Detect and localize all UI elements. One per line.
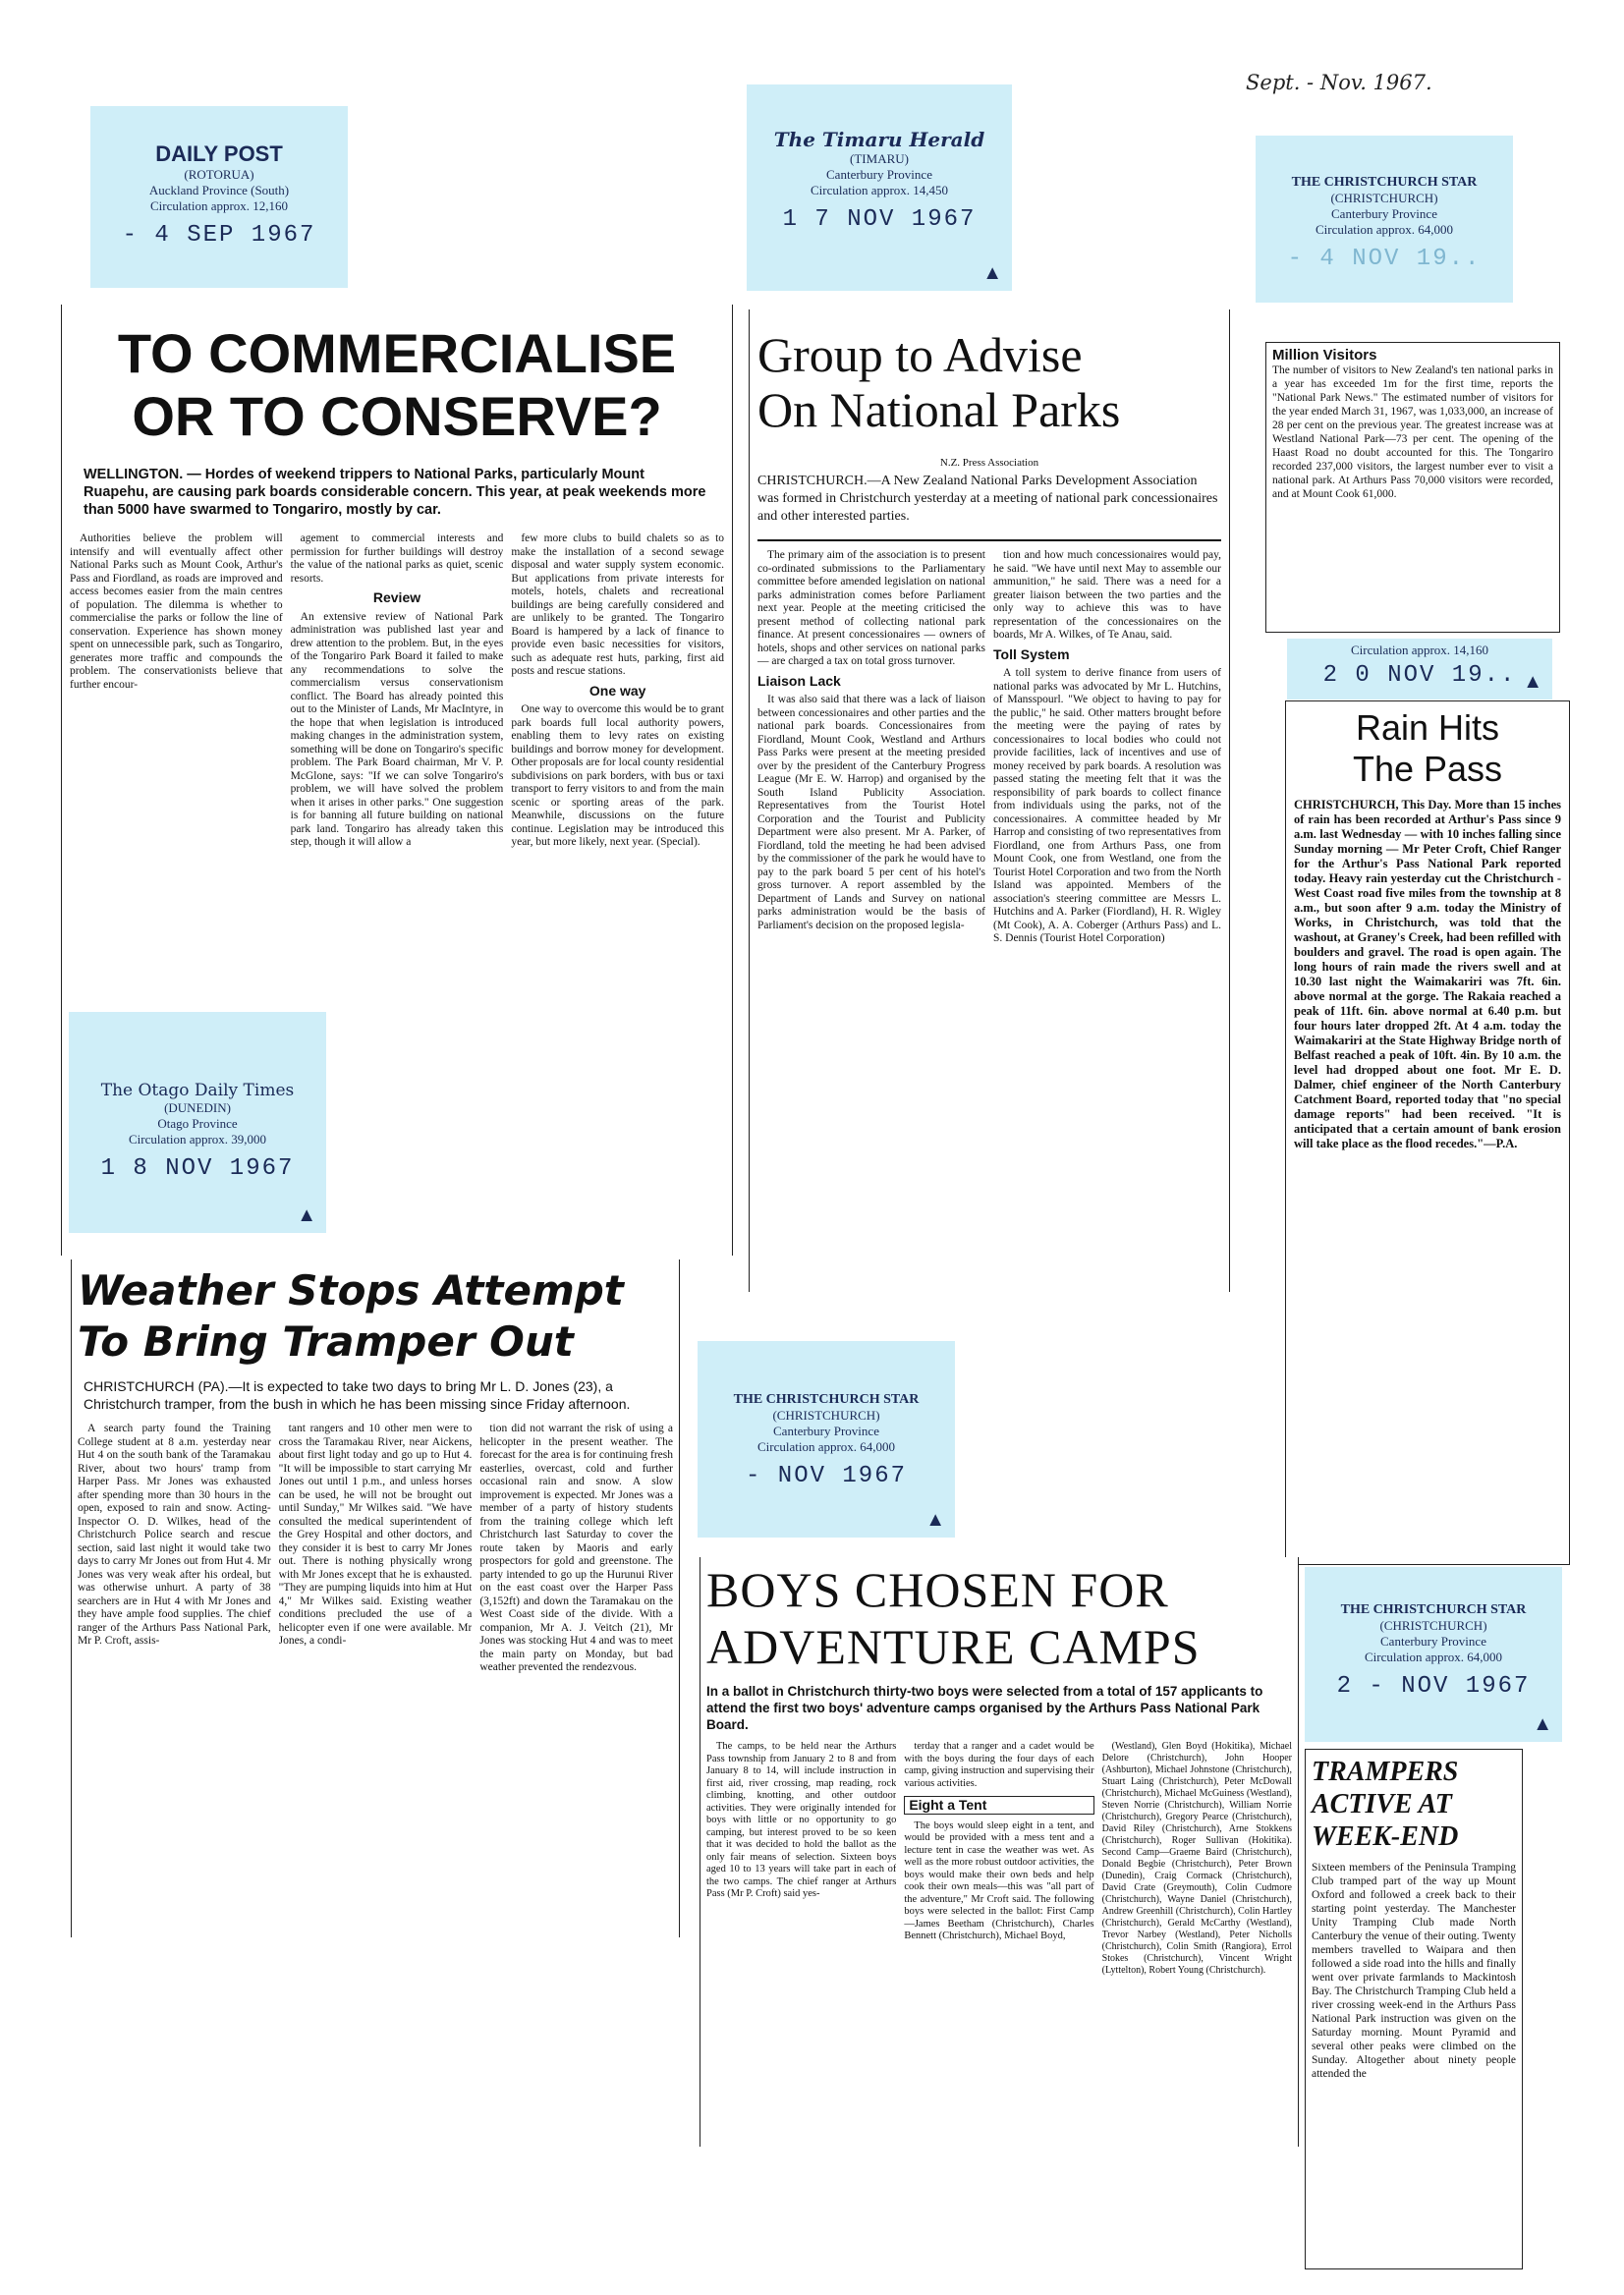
circulation-stamp	[1287, 639, 1552, 700]
column-text: One way to overcome this would be to grant park boards full local authority powers, enabling them to levy rates on existing buildings and borrow money for development. Other proposals are for local county residential subdivisions on park borders, with bus or taxi transport to ferry visitors to and from the main scenic or sporting areas of the park. Meanwhile, discussions on the future continue. Legislation may be introduced this year, but more likely, next year. (Special).	[511, 703, 725, 848]
headline-line-2: On National Parks	[757, 382, 1121, 437]
headline-line-2: ACTIVE AT	[1312, 1789, 1452, 1819]
christchurch-star-stamp-2	[698, 1341, 955, 1538]
article-column-2	[904, 1741, 1093, 2144]
stamp-mark-icon: ▲	[925, 1509, 945, 1531]
article-column-3	[511, 532, 724, 1220]
article-lead: In a ballot in Christchurch thirty-two boys were selected from a total of 157 applicants to attend the first two boys' adventure camps organised by the Arthurs Pass National Park Board.	[706, 1684, 1263, 1732]
article-column-3	[479, 1423, 673, 1884]
newspaper-circulation: Circulation approx. 14,450	[810, 183, 949, 197]
column-text: The boys would sleep eight in a tent, and would be provided with a mess tent and a lecture tent in case the weather was wet. As well as the more robust outdoor activities, the boys would make their own beds and help cook their own meals—this was "all part of the adventure," Mr Croft said. The following boys were selected in the ballot: First Camp—James Beetham (Christchurch), Charles Bennett (Christchurch), Michael Boyd,	[904, 1819, 1094, 1941]
newspaper-circulation: Circulation approx. 64,000	[1315, 222, 1454, 237]
headline-line-1: TRAMPERS	[1312, 1757, 1459, 1787]
stamp-mark-icon: ▲	[1523, 671, 1542, 693]
article-body: The number of visitors to New Zealand's ten national parks in a year has exceeded 1m for the first time, reports the "National Park News." The estimated number of visitors for the year ended March 31, 1967, was 1,033,000, an increase of 28 per cent on the previous year. The greatest increase was at Westland National Park—73 per cent. The opening of the Haast Road no doubt accounted for this. The Tongariro recorded 237,000 visitors, the largest number ever to visit a national park. At Arthurs Pass 70,000 visitors were recorded, and at Mount Cook 61,000.	[1272, 364, 1553, 500]
article-column-1	[78, 1423, 271, 1884]
column-text: A search party found the Training College student at 8 a.m. yesterday near Hut 4 on the south bank of the Taramakau River, about two hours' tramp from Harper Pass. Mr Jones was exhausted after spending more than 30 hours in the open, exposed to rain and snow. Acting-Inspector O. D. Wilkes, head of the Christchurch Police search and rescue section, said last night it would take two days to carry Mr Jones out from Hut 4. Mr Jones was very weak after his ordeal, but was otherwise unhurt. A party of 38 searchers are in Hut 4 with Mr Jones and they have ample food supplies. The chief ranger of the Arthurs Pass National Park, Mr P. Croft, assis-	[78, 1423, 271, 1647]
subheading: Liaison Lack	[757, 672, 841, 689]
newspaper-province: Canterbury Province	[1331, 206, 1437, 221]
article-lead: CHRISTCHURCH.—A New Zealand National Parks Development Association was formed in Christchurch yesterday at a meeting of national park concessionaires and other interested parties.	[757, 474, 1218, 524]
article-rain-hits	[1285, 700, 1570, 1565]
article-adventure-camps	[700, 1557, 1299, 2147]
stamp-date: 1 7 NOV 1967	[782, 206, 977, 233]
newspaper-province: Canterbury Province	[826, 167, 932, 182]
newspaper-circulation: Circulation approx. 64,000	[756, 1439, 896, 1454]
article-weather-stops	[71, 1259, 680, 1937]
newspaper-province: Canterbury Province	[773, 1424, 879, 1438]
stamp-date: - 4 NOV 19..	[1287, 246, 1482, 272]
column-text: It was also said that there was a lack of liaison between concessionaires and other parties and the national park boards. Concessionaires from Fiordland, Mount Cook, Westland and Arthurs Pass Parks were present at the meeting presided over by the president of the Canterbury Progress League (Mr E. W. Harrop) and organised by the South Island Publicity Association. Representatives from the Tourist Hotel Corporation and the Tourist and Publicity Department were also present. Mr A. Parker, of Fiordland, told the meeting he had been advised by the commissioner of the park he would have to pay to the park board 5 per cent of his hotel's gross turnover. A report assembled by the Department of Lands and Survey on national parks administration would be the basis of Parliament's decision on the proposed legisla-	[757, 694, 985, 931]
newspaper-circulation: Circulation approx. 39,000	[128, 1132, 267, 1147]
newspaper-circulation: Circulation approx. 12,160	[149, 198, 289, 213]
newspaper-place: (CHRISTCHURCH)	[1330, 191, 1438, 205]
stamp-mark-icon: ▲	[982, 262, 1002, 284]
column-text: few more clubs to build chalets so as to make the installation of a second sewage disposal and water supply system economic. But applications from private interests for motels, hotels, chalets and recreational buildings are being carefully considered and are unlikely to be granted. The Tongariro Board is hampered by a lack of finance to provide even basic necessities for visitors, such as adequate rest huts, parking, first aid posts and rescue stations.	[511, 532, 725, 677]
article-column-2	[993, 549, 1221, 1257]
subheading: Eight a Tent	[904, 1796, 1093, 1815]
newspaper-name: THE CHRISTCHURCH STAR	[1340, 1602, 1527, 1617]
headline-line-2: The Pass	[1352, 749, 1503, 789]
timaru-herald-stamp	[747, 84, 1012, 291]
column-text: terday that a ranger and a cadet would be with the boys during the four days of each camp, giving instruction and supervising their various activities.	[904, 1741, 1094, 1789]
newspaper-circulation: Circulation approx. 14,160	[1350, 643, 1489, 657]
headline-line-1: Weather Stops Attempt	[78, 1266, 624, 1315]
stamp-date: 1 8 NOV 1967	[100, 1155, 295, 1182]
newspaper-place: (TIMARU)	[850, 151, 909, 166]
newspaper-circulation: Circulation approx. 64,000	[1364, 1650, 1503, 1664]
article-column-3	[1102, 1741, 1292, 2144]
headline-line-1: Group to Advise	[757, 327, 1083, 382]
subheading: Review	[372, 589, 421, 605]
christchurch-star-stamp	[1256, 136, 1513, 303]
stamp-date: 2 0 NOV 19..	[1322, 662, 1517, 689]
otago-daily-times-stamp	[69, 1012, 326, 1233]
column-text: agement to commercial interests and permission for further buildings will destroy the value of the national parks as quiet, scenic resorts.	[290, 532, 504, 585]
stamp-mark-icon: ▲	[1533, 1713, 1552, 1735]
headline-line-3: WEEK-END	[1312, 1821, 1459, 1852]
subheading: One way	[588, 682, 646, 699]
newspaper-name: THE CHRISTCHURCH STAR	[733, 1392, 920, 1407]
article-column-1	[706, 1741, 896, 2144]
stamp-date: - NOV 1967	[745, 1463, 908, 1489]
column-text: tion did not warrant the risk of using a helicopter in the present weather. The forecast for the area is for continuing fresh easterlies, overcast, cold and further occasional rain and snow. A slow improvement is expected. Mr Jones was a member of a party of history students from the training college which left Christchurch last Saturday to cover the route taken by Maoris and early prospectors for gold and greenstone. The party intended to go up the Hurunui River on the east coast over the Harper Pass (3,152ft) and down the Taramakau on the West Coast side of the divide. With a companion, Mr A. J. Veitch (21), Mr Jones was stocking Hut 4 and was to meet the main party on Monday, but bad weather prevented the rendezvous.	[479, 1423, 674, 1673]
newspaper-place: (DUNEDIN)	[164, 1100, 231, 1115]
column-text: A toll system to derive finance from users of national parks was advocated by Mr L. Hutchins, of Mansspourl. "We object to having to pay for the public," he said. Other matters brought before the meeting were the paying of rates by concessionaires to local bodies who could not provide facilities, lack of incentives and use of money received by park boards. A resolution was passed stating the meeting felt that it was the responsibility of park boards to collect finance from individuals using the parks, not of the concessionaires. A committee headed by Mr Harrop and consisting of two representatives from Fiordland, one from Arthurs Pass, one from Mount Cook, one from Westland, one from the Tourist Hotel Corporation and two from the North Island was appointed. Members of the association's steering committee are Messrs L. Hutchins and A. Parker (Fiordland), H. R. Wigley (Mt Cook), A. A. Coberger (Arthurs Pass) and L. S. Dennis (Tourist Hotel Corporation)	[993, 667, 1221, 944]
headline-line-2: OR TO CONSERVE?	[132, 385, 662, 447]
column-text: The primary aim of the association is to present co-ordinated submissions to the Parliamentary committee before amended legislation on national parks administration comes before Parliament next year. People at the meeting criticised the present method of collecting national park finance. At present concessionaires — owners of hotels, shops and other services on national parks — are charged a tax on total gross turnover.	[757, 549, 985, 667]
column-text: Authorities believe the problem will intensify and will eventually affect other National Parks such as Mount Cook, Arthur's Pass and Fiordland, as roads are improved and access becomes easier from the main centres of population. The dilemma is whether to commercialise the parks or follow the line of conservation. Experience has shown money spent on unnecessible park, such as Tongariro, generates more traffic and compounds the problem. The conservationists believe that further encour-	[70, 532, 283, 691]
christchurch-star-stamp-3	[1305, 1567, 1562, 1742]
article-column-1	[757, 549, 985, 1257]
headline-line-2: ADVENTURE CAMPS	[706, 1619, 1201, 1674]
subheading: Toll System	[993, 645, 1070, 662]
column-text: The camps, to be held near the Arthurs Pass township from January 2 to 8 and from January 8 to 14, will include instruction in first aid, river crossing, map reading, rock climbing, knotting, and other outdoor activities. They were originally intended for boys with little or no opportunity to go camping, but interest proved to be so keen that it was decided to hold the ballot as the only fair means of selection. Sixteen boys aged 10 to 13 years will take part in each of the two camps. The chief ranger at Arthurs Pass (Mr P. Croft) said yes-	[706, 1741, 897, 1899]
handwritten-note: Sept. - Nov. 1967.	[1246, 71, 1432, 94]
article-column-2	[279, 1423, 473, 1884]
column-text: An extensive review of National Park administration was published last year and drew attention to the problem. But, in the eyes of the Tongariro Park Board it failed to make any recommendations to solve the commercialism versus conservationism conflict. The Board has already pointed this out to the Minister of Lands, Mr MacIntyre, in the hope that when legislation is introduced making changes in the administration system, something will be done on Tongariro's specific problem. The Park Board chairman, Mr V. P. McGlone, says: "If we can solve Tongariro's problem, we will have solved the problem when it arises in other parks." One suggestion is for banning all future building on national park land. Tongariro has already taken this step, though it will allow a	[290, 610, 504, 848]
newspaper-place: (CHRISTCHURCH)	[1379, 1618, 1487, 1633]
headline-line-1: BOYS CHOSEN FOR	[706, 1562, 1169, 1617]
newspaper-place: (CHRISTCHURCH)	[772, 1408, 880, 1423]
newspaper-name: The Otago Daily Times	[100, 1081, 295, 1100]
headline-line-1: TO COMMERCIALISE	[117, 322, 677, 384]
article-national-parks-group	[749, 309, 1230, 1292]
headline: Million Visitors	[1272, 347, 1377, 364]
column-text: tant rangers and 10 other men were to cross the Taramakau River, near Aickens, about first light today and go up to Hut 4. "It will be impossible to start carrying Mr Jones out until 1 p.m., and unless horses can be used, he will not be brought out until Sunday," Mr Wilkes said. "We have consulted the medical superintendent of the Grey Hospital and other doctors, and they consider it is best to carry Mr Jones out. There is nothing physically wrong with Mr Jones except that he is exhausted. "They are pumping liquids into him at Hut 4," Mr Wilkes said. Existing weather conditions precluded the use of a helicopter even if one were available. Mr Jones, a condi-	[278, 1423, 473, 1647]
article-million-visitors	[1265, 342, 1560, 633]
newspaper-province: Otago Province	[157, 1116, 238, 1131]
newspaper-province: Auckland Province (South)	[148, 183, 290, 197]
daily-post-stamp	[90, 106, 348, 288]
headline-line-1: Rain Hits	[1355, 707, 1500, 748]
newspaper-name: THE CHRISTCHURCH STAR	[1291, 175, 1478, 190]
column-text: tion and how much concessionaires would pay, he said. "We have until next May to assemble our ammunition," he said. There was a need for a greater liaison between the two parties and the only way to achieve this was to have representation of the concessionaires on the boards, Mr A. Wilkes, of Te Anau, said.	[993, 549, 1221, 641]
newspaper-name: DAILY POST	[155, 141, 283, 166]
article-body: Sixteen members of the Peninsula Tramping Club tramped part of the way up Mount Oxford and followed a creek back to their starting point yesterday. The Manchester Unity Tramping Club made North Canterbury the venue of their outing. Twenty members travelled to Waipara and then followed a side road into the hills and finally went over private farmlands to Mackintosh Bay. The Christchurch Tramping Club held a river crossing week-end in the Arthurs Pass National Park instruction was given on the Saturday morning. Mount Pyramid and several other peaks were climbed on the Sunday. Altogether about ninety people attended the	[1312, 1862, 1516, 2080]
newspaper-place: (ROTORUA)	[184, 167, 254, 182]
article-lead: CHRISTCHURCH (PA).—It is expected to take two days to bring Mr L. D. Jones (23), a Christchurch tramper, from the bush in which he has been missing since Friday afternoon.	[84, 1378, 631, 1412]
headline-line-2: To Bring Tramper Out	[78, 1317, 574, 1366]
newspaper-name: The Timaru Herald	[773, 128, 985, 151]
stamp-date: 2 - NOV 1967	[1336, 1673, 1531, 1700]
article-body: CHRISTCHURCH, This Day. More than 15 inches of rain has been recorded at Arthur's Pass since 9 a.m. last Wednesday — with 10 inches falling since Sunday morning — Mr Peter Croft, Chief Ranger for the Arthur's Pass National Park reported today. Heavy rain yesterday cut the Christchurch - West Coast road five miles from the township at 8 a.m., but soon after 9 a.m. today the Ministry of Works, in Christchurch, was told that the washout, at Graney's Creek, had been refilled with boulders and gravel. The road is open again. The long hours of rain made the rivers swell and at 10.30 last night the Waimakariri was 7ft. 6in. above normal at the gorge. The Rakaia reached a peak of 11ft. 6in. above normal at 6.40 p.m. but four hours later dropped 2ft. At 4 a.m. today the Waimakariri at the State Highway Bridge north of Belfast reached a peak of 10ft. 4in. By 10 a.m. the level had dropped about one foot. Mr E. D. Dalmer, chief engineer of the North Canterbury Catchment Board, reported today that "no special damage reports" had been received. "It is anticipated that a certain amount of bank erosion will take place as the flood recedes."—P.A.	[1294, 798, 1561, 1150]
stamp-date: - 4 SEP 1967	[122, 222, 316, 249]
article-lead: WELLINGTON. — Hordes of weekend trippers to National Parks, particularly Mount Ruapehu, are causing park boards considerable concern. This year, at peak weekends more than 5000 have swarmed to Tongariro, mostly by car.	[84, 467, 706, 518]
agency-line: N.Z. Press Association	[939, 457, 1039, 469]
column-text: (Westland), Glen Boyd (Hokitika), Michael Delore (Christchurch), John Hooper (Ashburton), Michael Johnstone (Christchurch), Stuart Laing (Christchurch), Peter McDowall (Christchurch), Michael McGuiness (Westland), Steven Norrie (Christchurch), William Norrie (Christchurch), Gregory Pearce (Christchurch), David Riley (Christchurch), Arne Stokkens (Christchurch), Roger Sullivan (Hokitika). Second Camp—Graeme Baird (Christchurch), Donald Begbie (Christchurch), Peter Brown (Dunedin), Craig Cormack (Christchurch), David Crate (Greymouth), Colin Cudmore (Christchurch), Wayne Daniel (Christchurch), Andrew Greenhill (Christchurch), Colin Hartley (Christchurch), Gerald McCarthy (Westland), Trevor Narbey (Westland), Peter Nicholls (Christchurch), Colin Smith (Rangiora), Errol Stokes (Christchurch), Vincent Wright (Lyttelton), Robert Young (Christchurch).	[1101, 1741, 1292, 1976]
article-trampers	[1305, 1749, 1523, 2269]
newspaper-province: Canterbury Province	[1380, 1634, 1486, 1649]
stamp-mark-icon: ▲	[297, 1204, 316, 1226]
